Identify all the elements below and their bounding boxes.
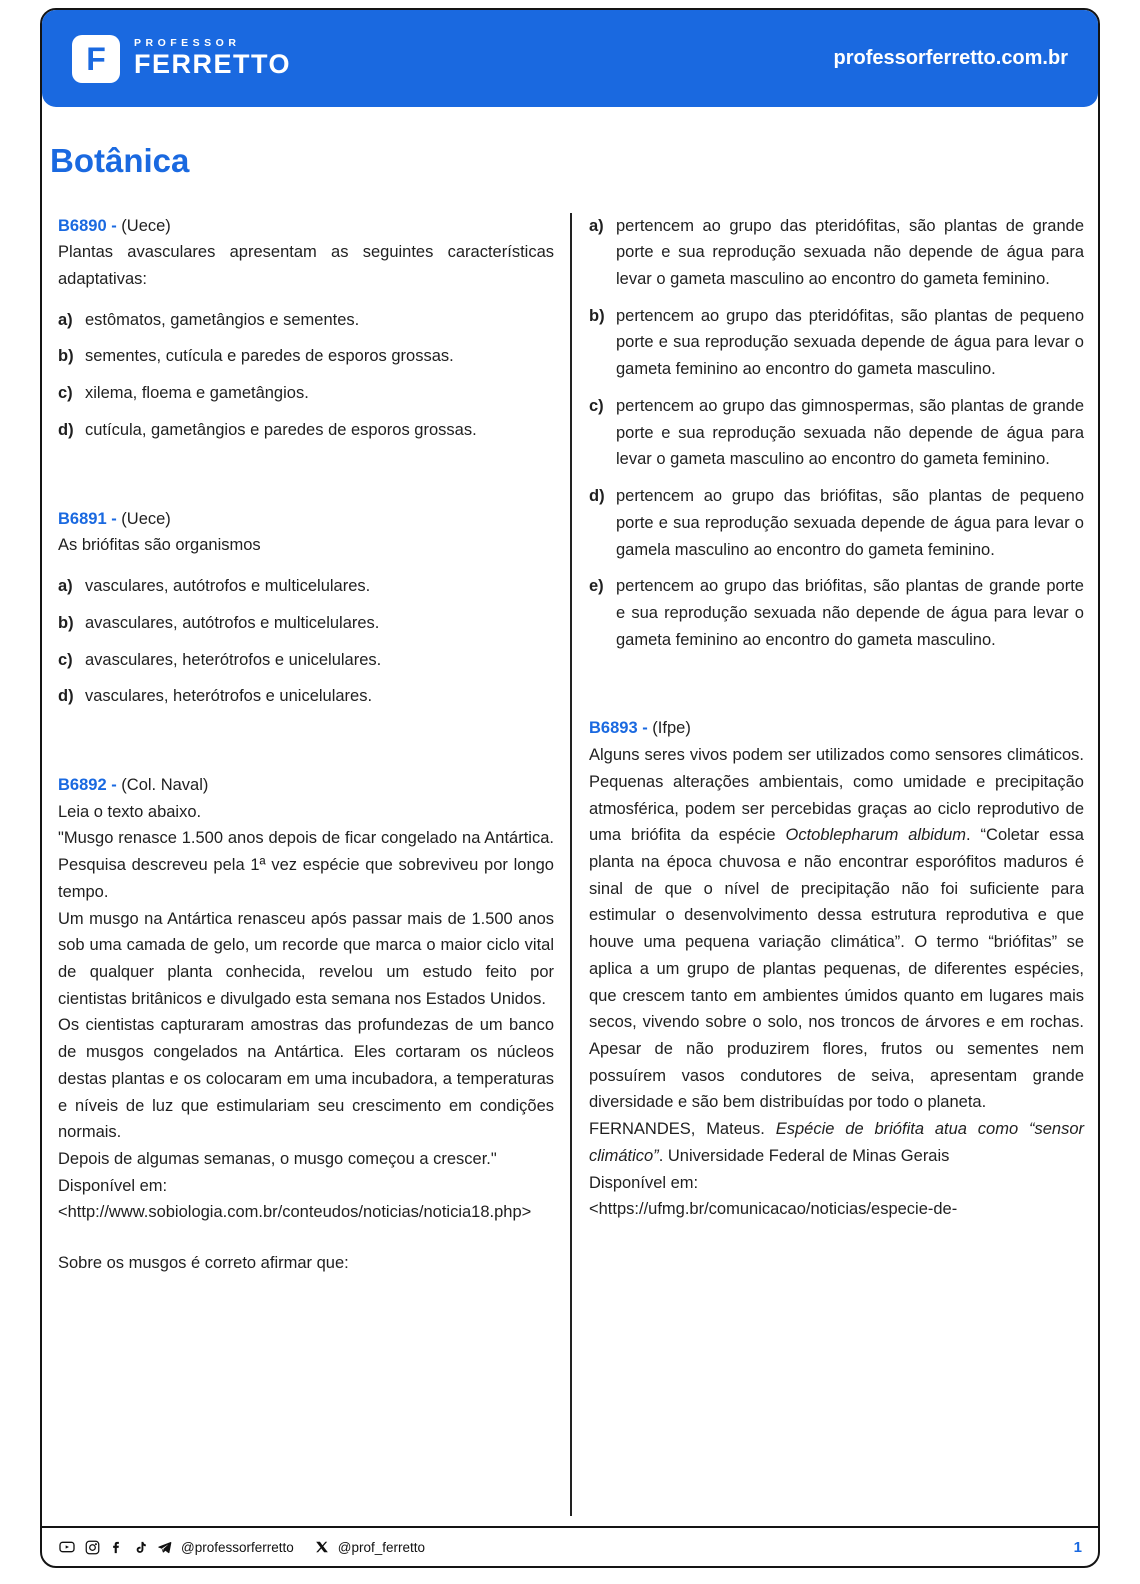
option-letter: c) (589, 396, 604, 415)
options-list-b6892 (589, 213, 1084, 654)
option-text: cutícula, gametângios e paredes de esporos grossas. (85, 420, 477, 439)
passage-paragraph: Os cientistas capturaram amostras das profundezas de um banco de musgos congelados na Antártica. Eles cortaram os núcleos destas plantas e os colocaram em uma incubadora, a temperaturas e níveis de luz que estimulariam seu crescimento em condições normais. (58, 1016, 554, 1142)
option-text: pertencem ao grupo das pteridófitas, são plantas de pequeno porte e sua reprodução sexuada depende de água para levar o gameta feminino ao encontro do gameta masculino. (616, 306, 1084, 379)
passage-paragraph (589, 742, 1084, 1116)
option-c (589, 393, 1084, 473)
ferretto-logo-icon (72, 35, 120, 83)
option-text: xilema, floema e gametângios. (85, 384, 309, 403)
passage-paragraph: Um musgo na Antártica renasceu após passar mais de 1.500 anos sob uma camada de gelo, um recorde que marca o maior ciclo vital de qualquer planta conhecida, revelou um estudo feito por cientistas britânicos e divulgado esta semana nos Estados Unidos. (58, 909, 554, 1008)
option-text: pertencem ao grupo das gimnospermas, são plantas de grande porte e sua reprodução sexuada não depende de água para levar o gameta masculino ao encontro do gameta feminino. (616, 396, 1084, 469)
instagram-handle: @professorferretto (181, 1539, 294, 1555)
option-e (589, 573, 1084, 653)
question-origin: (Col. Naval) (121, 775, 209, 794)
citation-institution: . Universidade Federal de Minas Gerais (658, 1146, 950, 1165)
x-icon (315, 1540, 329, 1554)
question-b6890 (58, 213, 554, 444)
option-letter: c) (58, 384, 73, 403)
passage-paragraph: "Musgo renasce 1.500 anos depois de ficar congelado na Antártica. Pesquisa descreveu pela 1ª vez espécie que sobreviveu por longo tempo. (58, 829, 554, 901)
question-code: B6892 - (58, 775, 117, 794)
option-text: sementes, cutícula e paredes de esporos grossas. (85, 347, 454, 366)
question-header (58, 213, 554, 240)
question-stem: As briófitas são organismos (58, 536, 261, 555)
telegram-icon (157, 1540, 172, 1555)
options-list (58, 573, 554, 710)
option-text: avasculares, autótrofos e multicelulares. (85, 613, 380, 632)
option-text: pertencem ao grupo das pteridófitas, são plantas de grande porte e sua reprodução sexuada não depende de água para levar o gameta masculino ao encontro do gameta feminino. (616, 216, 1084, 289)
citation-line (589, 1116, 1084, 1169)
option-b (589, 303, 1084, 383)
question-b6891 (58, 506, 554, 710)
brand (72, 35, 291, 83)
option-text: pertencem ao grupo das briófitas, são plantas de pequeno porte e sua reprodução sexuada depende de água para levar o gamela masculino ao encontro do gameta feminino. (616, 487, 1084, 559)
brand-ferretto-label: FERRETTO (134, 49, 292, 79)
species-name: Octoblepharum albidum (785, 826, 967, 845)
facebook-icon (109, 1540, 124, 1555)
option-text: avasculares, heterótrofos e unicelulares. (85, 650, 382, 669)
citation-title: Espécie de briófita atua como “sensor climático” (589, 1120, 1084, 1165)
option-letter: d) (58, 687, 74, 706)
option-a (589, 213, 1084, 293)
left-column (42, 213, 570, 1526)
question-code: B6890 - (58, 216, 117, 235)
document-page (40, 8, 1100, 1568)
option-letter: a) (58, 577, 73, 596)
question-origin: (Uece) (121, 509, 171, 528)
question-code: B6891 - (58, 509, 117, 528)
passage-paragraph: Depois de algumas semanas, o musgo começou a crescer." (58, 1150, 497, 1168)
option-d (589, 483, 1084, 563)
source-url: <http://www.sobiologia.com.br/conteudos/noticias/noticia18.php> (58, 1203, 532, 1222)
option-letter: b) (589, 306, 605, 325)
website-url: professorferretto.com.br (833, 47, 1068, 69)
option-b (58, 343, 554, 370)
option-d (58, 417, 554, 444)
option-letter: d) (58, 420, 74, 439)
source-label: Disponível em: (589, 1173, 699, 1192)
question-header (58, 506, 554, 533)
passage-intro: Leia o texto abaixo. (58, 802, 202, 821)
tiktok-icon (133, 1540, 148, 1555)
question-b6892 (58, 772, 554, 1277)
page-title: Botânica (50, 142, 190, 179)
option-text: estômatos, gametângios e sementes. (85, 310, 360, 329)
option-letter: b) (58, 613, 74, 632)
question-ask: Sobre os musgos é correto afirmar que: (58, 1254, 349, 1273)
question-code: B6893 - (589, 719, 648, 738)
option-c (58, 647, 554, 674)
options-list (58, 307, 554, 444)
option-letter: d) (589, 487, 605, 506)
social-links (58, 1539, 425, 1555)
option-a (58, 307, 554, 334)
option-b (58, 610, 554, 637)
option-letter: a) (58, 310, 73, 329)
instagram-icon (85, 1540, 100, 1555)
option-text: pertencem ao grupo das briófitas, são plantas de grande porte e sua reprodução sexuada não depende de água para levar o gameta feminino ao encontro do gameta masculino. (616, 577, 1084, 649)
youtube-icon (58, 1539, 76, 1555)
citation-author: FERNANDES, Mateus. (589, 1120, 776, 1139)
logo-letter: F (86, 40, 106, 77)
passage-text: . “Coletar essa planta na época chuvosa e não encontrar esporófitos maduros é sinal de que o nível de precipitação não foi suficiente para estimular o desenvolvimento dessa estrutura reprodutiva e que houve uma pequena variação climática”. O termo “briófitas” se aplica a um grupo de plantas pequenas, de diferentes espécies, que crescem tanto em ambientes úmidos quanto em lugares mais secos, vivendo sobre o solo, nos troncos de árvores e em rochas. Apesar de não produzirem flores, frutos ou sementes nem possuírem vasos condutores de seiva, apresentam grande diversidade e são bem distribuídas por todo o planeta. (589, 826, 1084, 1112)
option-letter: c) (58, 650, 73, 669)
question-header (58, 772, 554, 799)
page-number: 1 (1073, 1538, 1082, 1556)
question-origin: (Uece) (121, 216, 171, 235)
question-origin: (Ifpe) (652, 719, 691, 738)
header-bar (42, 10, 1098, 107)
option-letter: a) (589, 216, 604, 235)
brand-professor-label: PROFESSOR (134, 36, 241, 49)
option-text: vasculares, heterótrofos e unicelulares. (85, 687, 373, 706)
footer-bar (42, 1526, 1098, 1566)
option-letter: e) (589, 577, 604, 596)
content-columns (42, 213, 1098, 1526)
option-d (58, 683, 554, 710)
question-stem: Plantas avasculares apresentam as seguintes características adaptativas: (58, 243, 554, 289)
right-column (570, 213, 1098, 1526)
question-header (589, 715, 1084, 742)
option-a (58, 573, 554, 600)
option-text: vasculares, autótrofos e multicelulares. (85, 577, 371, 596)
passage-text: Alguns seres vivos podem ser utilizados como sensores climáticos. Pequenas alterações ambientais, como umidade e precipitação atmosférica, podem ser percebidas graças ao ciclo reprodutivo de uma briófita da espécie (589, 746, 1084, 845)
brand-text (134, 37, 291, 80)
x-handle: @prof_ferretto (337, 1539, 425, 1555)
option-c (58, 380, 554, 407)
source-url: <https://ufmg.br/comunicacao/noticias/especie-de- (589, 1200, 958, 1219)
option-letter: b) (58, 347, 74, 366)
source-label: Disponível em: (58, 1176, 168, 1195)
question-b6893 (589, 715, 1084, 1223)
